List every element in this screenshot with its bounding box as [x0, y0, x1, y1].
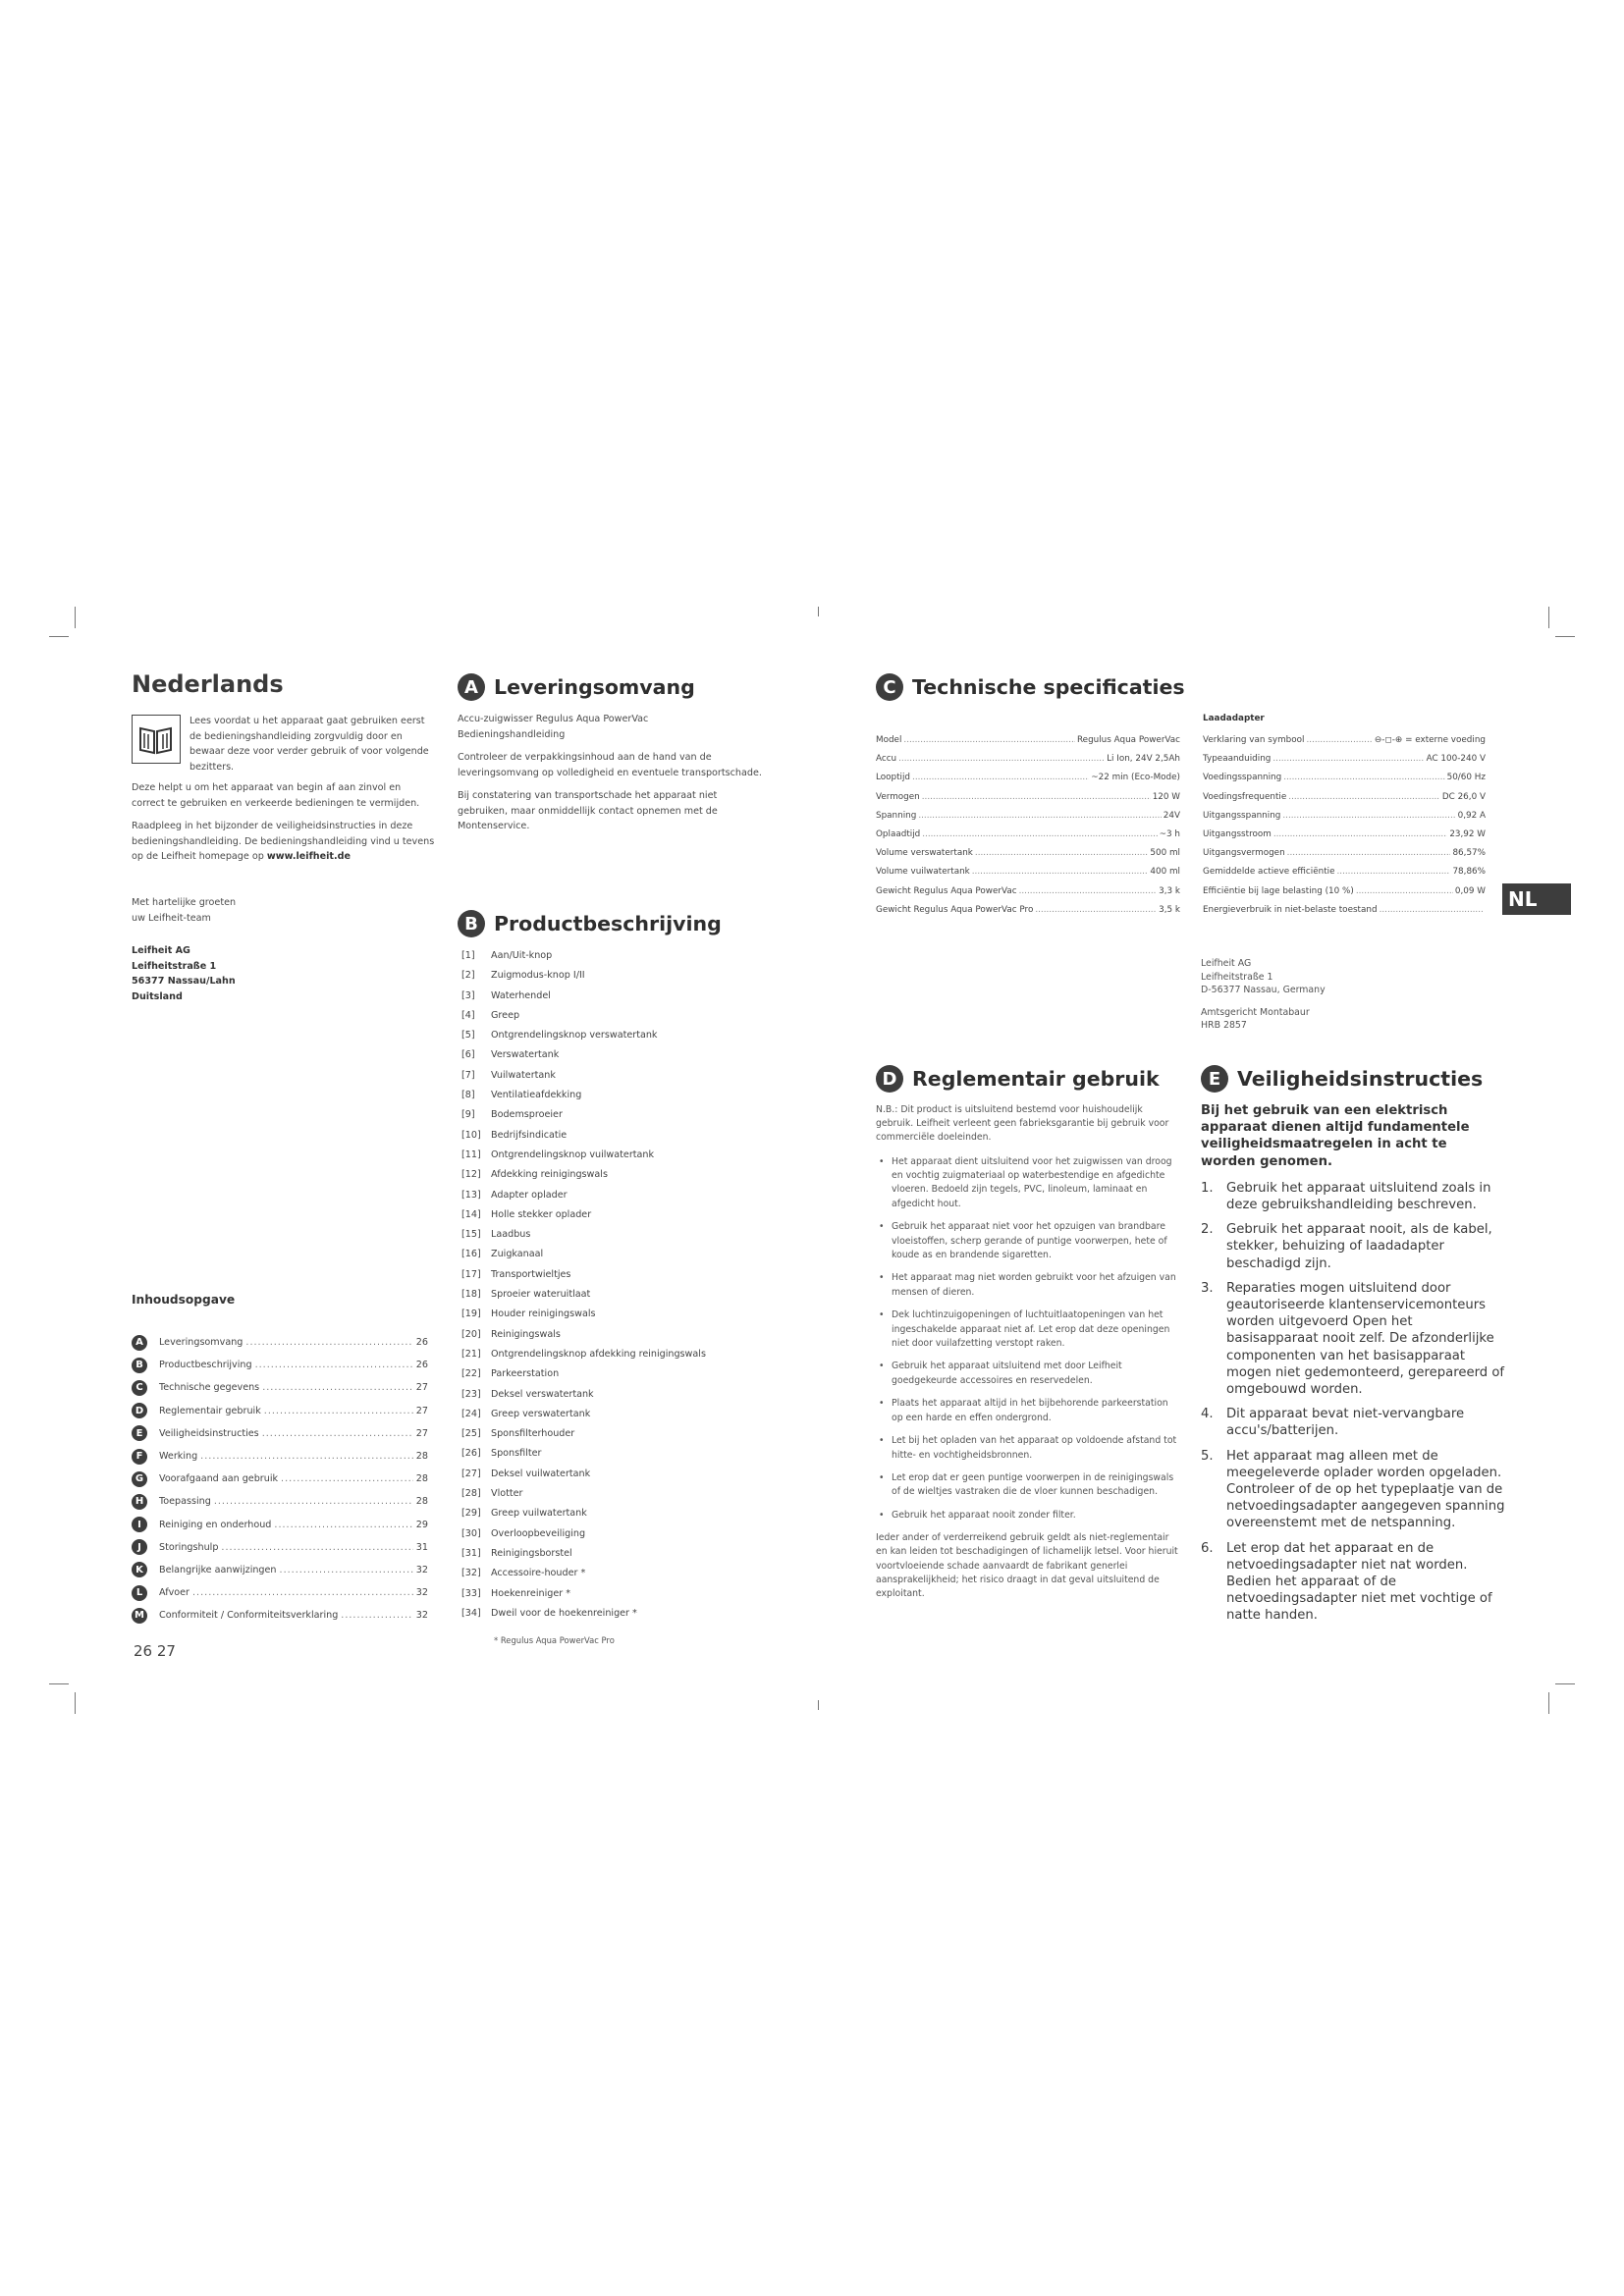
section-heading-d: D Reglementair gebruik: [876, 1065, 1160, 1093]
spec-row: Gewicht Regulus Aqua PowerVac Pro ..... 3,5 k: [876, 901, 1180, 920]
company-address: Leifheit AG Leifheitstraße 1 56377 Nassau/Lahn Duitsland: [132, 945, 236, 1002]
toc-item[interactable]: J Storingshulp ..... 31: [132, 1536, 428, 1559]
section-heading-c: C Technische specificaties: [876, 673, 1185, 701]
section-e-body: [1201, 1102, 1505, 1632]
crop-mark: [75, 1692, 76, 1714]
spec-row: Energieverbruik in niet-belaste toestand .....: [1203, 901, 1486, 920]
list-item: [1] Aan/Uit-knop: [461, 950, 553, 961]
toc-item[interactable]: G Voorafgaand aan gebruik ..... 28: [132, 1468, 428, 1490]
spec-row: Typeaanduiding ..... AC 100-240 V: [1203, 750, 1486, 769]
toc-item[interactable]: A Leveringsomvang ..... 26: [132, 1331, 428, 1354]
toc-item[interactable]: M Conformiteit / Conformiteitsverklaring ..... 32: [132, 1604, 428, 1627]
spec-row: Uitgangsvermogen ..... 86,57%: [1203, 844, 1486, 863]
list-item: [17] Transportwieltjes: [461, 1268, 571, 1280]
paragraph: Raadpleeg in het bijzonder de veiligheidsinstructies in deze bedieningshandleiding. De bedieningshandleiding vind u tevens op de Leifheit homepage op www.leifheit.de: [132, 821, 435, 862]
section-a-body: Accu-zuigwisser Regulus Aqua PowerVac Bedieningshandleiding Controleer de verpakkingsinhoud aan de hand van de leveringsomvang op volledigheid en eventuele transportschade. Bij constatering van transportschade het apparaat niet gebruiken, maar onmiddellijk contact opnemen met de Montenservice.: [458, 714, 762, 831]
numbered-list: [1201, 1180, 1505, 1625]
crop-mark: [1555, 636, 1575, 637]
crop-mark: [818, 607, 819, 616]
spec-row: Voedingsspanning ..... 50/60 Hz: [1203, 769, 1486, 787]
section-badge: D: [876, 1065, 903, 1093]
list-item: [5] Ontgrendelingsknop verswatertank: [461, 1030, 658, 1041]
toc-title: Inhoudsopgave: [132, 1293, 236, 1307]
list-item: [24] Greep verswatertank: [461, 1408, 591, 1419]
table-of-contents: [132, 1331, 428, 1627]
toc-item[interactable]: L Afvoer ..... 32: [132, 1581, 428, 1604]
list-item: 2. Gebruik het apparaat nooit, als de kabel, stekker, behuizing of laadadapter beschadigd zijn.: [1201, 1222, 1492, 1271]
bullet-list: [876, 1155, 1180, 1523]
website-link[interactable]: www.leifheit.de: [266, 851, 351, 862]
list-item: • Het apparaat mag niet worden gebruikt voor het afzuigen van mensen of dieren.: [876, 1271, 1180, 1300]
list-item: 4. Dit apparaat bevat niet-vervangbare accu's/batterijen.: [1201, 1407, 1465, 1439]
list-item: [20] Reinigingswals: [461, 1328, 561, 1340]
list-item: [30] Overloopbeveiliging: [461, 1527, 586, 1539]
list-item: [15] Laadbus: [461, 1229, 531, 1241]
section-heading-e: E Veiligheidsinstructies: [1201, 1065, 1483, 1093]
spec-row: Uitgangsstroom ..... 23,92 W: [1203, 826, 1486, 844]
list-item: 3. Reparaties mogen uitsluitend door geautoriseerde klantenservicemonteurs worden uitgevoerd Open het basisapparaat nooit zelf. De afzonderlijke componenten van het basisapparaat mogen niet gedemonteerd, gerepareerd of omgebouwd worden.: [1201, 1280, 1505, 1398]
spec-row: Oplaadtijd ..... ~3 h: [876, 826, 1180, 844]
spec-row: Gewicht Regulus Aqua PowerVac ..... 3,3 k: [876, 882, 1180, 901]
list-item: [22] Parkeerstation: [461, 1368, 560, 1380]
crop-mark: [1548, 607, 1549, 628]
list-item: [25] Sponsfilterhouder: [461, 1428, 575, 1440]
crop-mark: [1548, 1692, 1549, 1714]
list-item: [18] Sproeier wateruitlaat: [461, 1289, 591, 1301]
list-item: [7] Vuilwatertank: [461, 1069, 556, 1081]
list-item: [31] Reinigingsborstel: [461, 1547, 572, 1559]
list-item: [9] Bodemsproeier: [461, 1109, 563, 1121]
list-item: [4] Greep: [461, 1009, 520, 1021]
section-badge: B: [458, 910, 485, 937]
toc-item[interactable]: K Belangrijke aanwijzingen ..... 32: [132, 1559, 428, 1581]
greeting: Met hartelijke groeten uw Leifheit-team: [132, 897, 237, 924]
book-icon: [132, 715, 181, 764]
crop-mark: [1555, 1683, 1575, 1684]
list-item: [6] Verswatertank: [461, 1049, 560, 1061]
toc-item[interactable]: E Veiligheidsinstructies ..... 27: [132, 1422, 428, 1445]
spec-table: [876, 731, 1180, 920]
list-item: [19] Houder reinigingswals: [461, 1308, 596, 1320]
list-item: [23] Deksel verswatertank: [461, 1388, 594, 1400]
list-item: [28] Vlotter: [461, 1488, 523, 1500]
list-item: [11] Ontgrendelingsknop vuilwatertank: [461, 1148, 655, 1160]
toc-item[interactable]: H Toepassing ..... 28: [132, 1490, 428, 1513]
toc-item[interactable]: F Werking ..... 28: [132, 1445, 428, 1468]
language-tab: NL: [1502, 883, 1571, 915]
crop-mark: [75, 607, 76, 628]
list-item: 5. Het apparaat mag alleen met de meegeleverde oplader worden opgeladen. Controleer of de op het typeplaatje van de netvoedingsadapter aangegeven spanning overeenstemt met de netspanning.: [1201, 1448, 1505, 1531]
section-badge: E: [1201, 1065, 1228, 1093]
crop-mark: [818, 1700, 819, 1710]
list-item: [34] Dweil voor de hoekenreiniger *: [461, 1607, 637, 1619]
list-item: • Gebruik het apparaat nooit zonder filter.: [876, 1509, 1180, 1522]
list-item: [13] Adapter oplader: [461, 1189, 568, 1201]
list-item: • Let erop dat er geen puntige voorwerpen in de reinigingswals of de wieltjes vastraken die de vloer kunnen beschadigen.: [876, 1471, 1180, 1500]
list-item: [33] Hoekenreiniger *: [461, 1587, 571, 1599]
section-badge: A: [458, 673, 485, 701]
toc-item[interactable]: I Reiniging en onderhoud ..... 29: [132, 1514, 428, 1536]
adapter-spec-table: [1203, 731, 1486, 920]
list-item: [26] Sponsfilter: [461, 1448, 542, 1460]
section-heading-a: A Leveringsomvang: [458, 673, 695, 701]
list-item: 1. Gebruik het apparaat uitsluitend zoals in deze gebruikshandleiding beschreven.: [1201, 1180, 1491, 1213]
intro-text: N.B.: Dit product is uitsluitend bestemd voor huishoudelijk gebruik. Leifheit verleent geen fabrieksgarantie bij gebruik voor commerciële doeleinden.: [876, 1104, 1169, 1144]
spec-row: Volume vuilwatertank ..... 400 ml: [876, 863, 1180, 881]
list-item: • Het apparaat dient uitsluitend voor het zuigwissen van droog en vochtig zuigmateriaal op waterbestendige en afgedichte vloeren. Bedoeld zijn tegels, PVC, linoleum, laminaat en afgedicht hout.: [876, 1155, 1180, 1212]
toc-item[interactable]: C Technische gegevens ..... 27: [132, 1376, 428, 1399]
manufacturer-address: Leifheit AG Leifheitstraße 1 D-56377 Nassau, Germany Amtsgericht Montabaur HRB 2857: [1201, 958, 1326, 1031]
list-item: [3] Waterhendel: [461, 989, 551, 1001]
list-item: • Gebruik het apparaat niet voor het opzuigen van brandbare vloeistoffen, scherp gerande of puntige voorwerpen, hete of koude as en brandende sigaretten.: [876, 1220, 1180, 1262]
page-title: Nederlands: [132, 670, 284, 698]
list-item: [12] Afdekking reinigingswals: [461, 1169, 608, 1181]
left-body: [132, 780, 436, 873]
list-item: [32] Accessoire-houder *: [461, 1568, 586, 1579]
page-numbers: 26 27: [134, 1642, 176, 1660]
spec-row: Model ..... Regulus Aqua PowerVac: [876, 731, 1180, 750]
footnote: * Regulus Aqua PowerVac Pro: [494, 1635, 615, 1645]
list-item: [2] Zuigmodus-knop I/II: [461, 970, 585, 982]
section-d-body: [876, 1103, 1180, 1601]
spec-row: Uitgangsspanning ..... 0,92 A: [1203, 807, 1486, 826]
spec-row: Voedingsfrequentie ..... DC 26,0 V: [1203, 788, 1486, 807]
list-item: [10] Bedrijfsindicatie: [461, 1129, 568, 1141]
spec-row: Efficiëntie bij lage belasting (10 %) ..... 0,09 W: [1203, 882, 1486, 901]
list-item: [14] Holle stekker oplader: [461, 1208, 592, 1220]
spec-row: Verklaring van symbool ..... ⊖-◻-⊕ = externe voeding: [1203, 731, 1486, 750]
list-item: • Dek luchtinzuigopeningen of luchtuitlaatopeningen van het ingeschakelde apparaat niet af. Let erop dat deze openingen niet door vuilafzetting verstopt raken.: [876, 1308, 1180, 1351]
intro-text: Bij het gebruik van een elektrisch apparaat dienen altijd fundamentele veiligheidsmaatregelen in acht te worden genomen.: [1201, 1103, 1470, 1169]
section-badge: C: [876, 673, 903, 701]
list-item: • Gebruik het apparaat uitsluitend met door Leifheit goedgekeurde accessoires en reservedelen.: [876, 1360, 1180, 1388]
parts-list: [461, 946, 756, 1624]
intro-text: Lees voordat u het apparaat gaat gebruiken eerst de bedieningshandleiding zorgvuldig door en bewaar deze voor verder gebruik of voor volgende bezitters.: [189, 716, 429, 773]
list-item: [8] Ventilatieafdekking: [461, 1090, 582, 1101]
list-item: 6. Let erop dat het apparaat en de netvoedingsadapter niet nat worden. Bedien het apparaat of de netvoedingsadapter niet met vochtige of natte handen.: [1201, 1540, 1492, 1624]
list-item: [27] Deksel vuilwatertank: [461, 1468, 591, 1479]
spec-row: Looptijd ..... ~22 min (Eco-Mode): [876, 769, 1180, 787]
paragraph: Deze helpt u om het apparaat van begin af aan zinvol en correct te gebruiken en verkeerde bedieningen te vermijden.: [132, 782, 420, 809]
spec-row: Spanning ..... 24V: [876, 807, 1180, 826]
toc-item[interactable]: B Productbeschrijving ..... 26: [132, 1354, 428, 1376]
list-item: [16] Zuigkanaal: [461, 1249, 544, 1260]
outro-text: Ieder ander of verderreikend gebruik geldt als niet-reglementair en kan leiden tot beschadigingen of lichamelijk letsel. Voor hieruit voortvloeiende schade aanvaardt de fabrikant generlei aansprakelijkheid; het risico draagt in dat geval uitsluitend de exploitant.: [876, 1532, 1178, 1599]
list-item: [29] Greep vuilwatertank: [461, 1508, 587, 1520]
spec-row: Volume verswatertank ..... 500 ml: [876, 844, 1180, 863]
spec-row: Vermogen ..... 120 W: [876, 788, 1180, 807]
section-heading-b: B Productbeschrijving: [458, 910, 722, 937]
crop-mark: [49, 636, 69, 637]
spec-row: Accu ..... Li Ion, 24V 2,5Ah: [876, 750, 1180, 769]
list-item: • Plaats het apparaat altijd in het bijbehorende parkeerstation op een harde en effen ondergrond.: [876, 1397, 1180, 1425]
list-item: [21] Ontgrendelingsknop afdekking reinigingswals: [461, 1348, 706, 1360]
adapter-title: Laadadapter: [1203, 714, 1265, 723]
list-item: • Let bij het opladen van het apparaat op voldoende afstand tot hitte- en vochtigheidsbronnen.: [876, 1434, 1180, 1463]
crop-mark: [49, 1683, 69, 1684]
spec-row: Gemiddelde actieve efficiëntie ..... 78,86%: [1203, 863, 1486, 881]
toc-item[interactable]: D Reglementair gebruik ..... 27: [132, 1400, 428, 1422]
